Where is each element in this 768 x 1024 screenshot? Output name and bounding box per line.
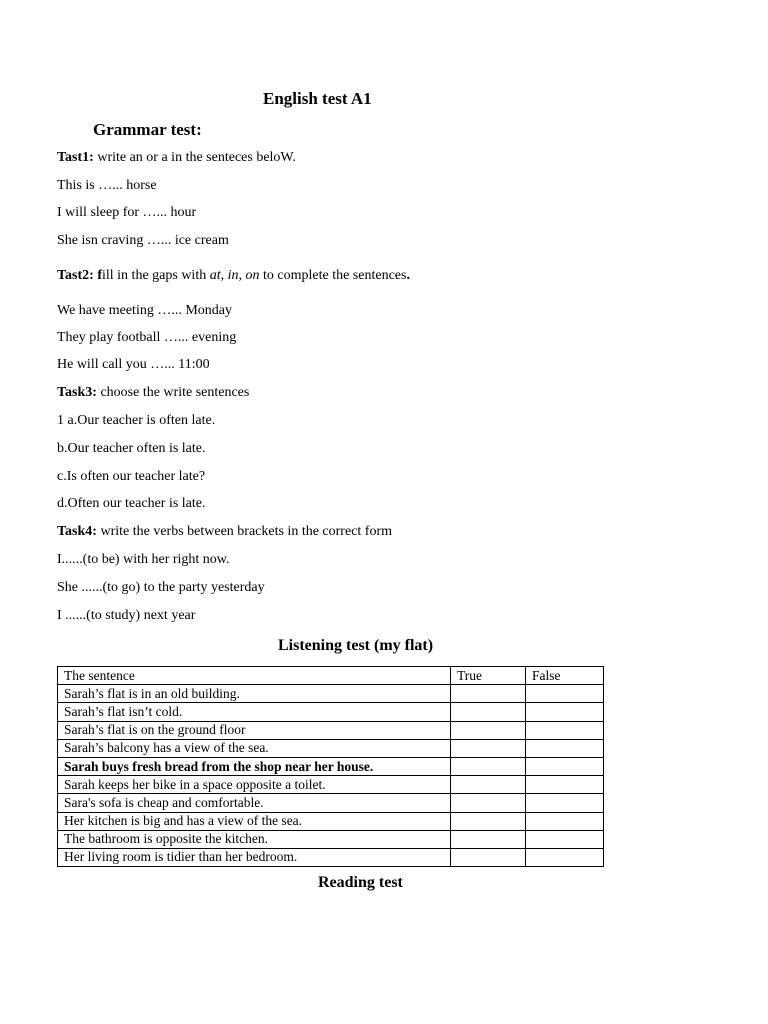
header-true: True	[451, 667, 526, 685]
task1-label: Tast1:	[57, 150, 94, 165]
false-cell[interactable]	[526, 721, 604, 739]
sentence-cell: Sara's sofa is cheap and comfortable.	[58, 794, 451, 812]
task3-option: b.Our teacher often is late.	[57, 441, 206, 456]
true-cell[interactable]	[451, 739, 526, 757]
sentence-cell: Sarah’s flat is in an old building.	[58, 685, 451, 703]
task3-option: d.Often our teacher is late.	[57, 496, 206, 511]
task2-item: They play football …... evening	[57, 330, 237, 345]
task2-text-pre: ill in the gaps with	[102, 268, 210, 283]
false-cell[interactable]	[526, 830, 604, 848]
false-cell[interactable]	[526, 812, 604, 830]
page-title: English test A1	[263, 89, 372, 108]
task4-item: She ......(to go) to the party yesterday	[57, 580, 265, 595]
table-row	[58, 776, 604, 794]
sentence-cell: Sarah’s flat isn’t cold.	[58, 703, 451, 721]
true-cell[interactable]	[451, 757, 526, 775]
sentence-cell: Her kitchen is big and has a view of the sea.	[58, 812, 451, 830]
task1-instruction	[57, 150, 296, 166]
sentence-cell: Sarah’s flat is on the ground floor	[58, 721, 451, 739]
true-cell[interactable]	[451, 830, 526, 848]
listening-table	[57, 666, 604, 867]
task1-item: This is …... horse	[57, 178, 157, 193]
true-cell[interactable]	[451, 776, 526, 794]
task2-prepositions: at, in, on	[209, 268, 260, 283]
false-cell[interactable]	[526, 794, 604, 812]
true-cell[interactable]	[451, 794, 526, 812]
true-cell[interactable]	[451, 848, 526, 866]
task2-period: .	[406, 268, 410, 283]
true-cell[interactable]	[451, 703, 526, 721]
task2-label: Tast2: f	[57, 268, 102, 283]
table-row	[58, 830, 604, 848]
header-sentence: The sentence	[58, 667, 451, 685]
task3-option: c.Is often our teacher late?	[57, 469, 206, 484]
false-cell[interactable]	[526, 685, 604, 703]
table-row	[58, 794, 604, 812]
false-cell[interactable]	[526, 776, 604, 794]
false-cell[interactable]	[526, 703, 604, 721]
false-cell[interactable]	[526, 739, 604, 757]
false-cell[interactable]	[526, 848, 604, 866]
table-row	[58, 812, 604, 830]
table-row	[58, 848, 604, 866]
table-row	[58, 739, 604, 757]
grammar-heading: Grammar test:	[93, 120, 202, 139]
listening-heading: Listening test (my flat)	[278, 637, 434, 654]
table-header-row	[58, 667, 604, 685]
false-cell[interactable]	[526, 757, 604, 775]
task2-text-post: to complete the sentences	[259, 268, 407, 283]
task3-option: 1 a.Our teacher is often late.	[57, 413, 216, 428]
sentence-cell: Sarah buys fresh bread from the shop near her house.	[58, 757, 451, 775]
task4-instruction	[57, 524, 392, 540]
task2-item: We have meeting …... Monday	[57, 303, 232, 318]
sentence-cell: The bathroom is opposite the kitchen.	[58, 830, 451, 848]
true-cell[interactable]	[451, 685, 526, 703]
task2-item: He will call you …... 11:00	[57, 357, 210, 372]
header-false: False	[526, 667, 604, 685]
true-cell[interactable]	[451, 812, 526, 830]
true-cell[interactable]	[451, 721, 526, 739]
task1-text: write an or a in the senteces beloW.	[93, 150, 296, 165]
reading-heading: Reading test	[318, 874, 403, 891]
sentence-cell: Sarah keeps her bike in a space opposite a toilet.	[58, 776, 451, 794]
task3-label: Task3:	[57, 385, 97, 400]
sentence-cell: Her living room is tidier than her bedroom.	[58, 848, 451, 866]
task4-item: I ......(to study) next year	[57, 608, 196, 623]
sentence-cell: Sarah’s balcony has a view of the sea.	[58, 739, 451, 757]
table-row	[58, 685, 604, 703]
task3-instruction	[57, 385, 249, 401]
task4-label: Task4:	[57, 524, 97, 539]
task2-instruction	[57, 268, 410, 284]
table-row	[58, 721, 604, 739]
task4-item: I......(to be) with her right now.	[57, 552, 230, 567]
task4-text: write the verbs between brackets in the correct form	[96, 524, 392, 539]
table-row	[58, 757, 604, 775]
task1-item: She isn craving …... ice cream	[57, 233, 229, 248]
table-row	[58, 703, 604, 721]
task3-text: choose the write sentences	[96, 385, 250, 400]
task1-item: I will sleep for …... hour	[57, 205, 197, 220]
